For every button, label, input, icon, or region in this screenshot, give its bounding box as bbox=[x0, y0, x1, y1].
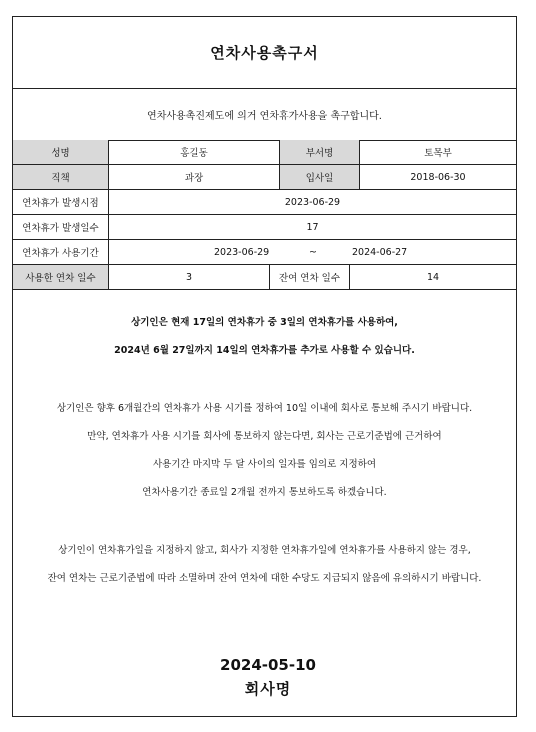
leave-days-value: 17 bbox=[108, 215, 516, 239]
table-row bbox=[13, 265, 516, 290]
position-label: 직책 bbox=[13, 165, 108, 189]
intro-text: 연차사용촉진제도에 의거 연차휴가사용을 촉구합니다. bbox=[13, 88, 516, 141]
name-label: 성명 bbox=[13, 140, 108, 164]
table-row bbox=[13, 140, 516, 165]
paragraph1-line1: 상기인은 현재 17일의 연차휴가 중 3일의 연차휴가를 사용하여, bbox=[131, 317, 398, 328]
paragraph2-line1: 상기인은 향후 6개월간의 연차휴가 사용 시기를 정하여 10일 이내에 회사로 통보해 주시기 바랍니다. bbox=[56, 403, 473, 414]
table-row bbox=[13, 165, 516, 190]
leave-start-label: 연차휴가 발생시점 bbox=[22, 198, 99, 209]
position-value: 과장 bbox=[108, 165, 279, 189]
paragraph2-line2: 만약, 연차휴가 사용 시기를 회사에 통보하지 않는다면, 회사는 근로기준법에 근거하여 bbox=[87, 431, 442, 442]
table-row bbox=[13, 215, 516, 240]
leave-days-label: 연차휴가 발생일수 bbox=[22, 223, 99, 234]
table-row bbox=[13, 240, 516, 265]
name-value: 홍길동 bbox=[108, 140, 279, 164]
paragraph1-line2: 2024년 6월 27일까지 14일의 연차휴가를 추가로 사용할 수 있습니다. bbox=[114, 345, 415, 356]
leave-start-value: 2023-06-29 bbox=[108, 190, 516, 214]
period-value bbox=[108, 240, 516, 264]
dept-label: 부서명 bbox=[279, 140, 359, 164]
period-separator: ~ bbox=[309, 246, 317, 258]
issue-date: 2024-05-10 bbox=[220, 656, 316, 674]
document-frame bbox=[12, 16, 517, 717]
table-row bbox=[13, 190, 516, 215]
remaining-days-label: 잔여 연차 일수 bbox=[269, 265, 349, 289]
dept-value: 토목부 bbox=[359, 140, 516, 164]
period-from: 2023-06-29 bbox=[214, 246, 270, 258]
document-title: 연차사용촉구서 bbox=[13, 17, 516, 89]
paragraph2-line3: 사용기간 마지막 두 달 사이의 일자를 임의로 지정하여 bbox=[152, 459, 377, 470]
used-days-value: 3 bbox=[108, 265, 269, 289]
hire-date-label: 입사일 bbox=[279, 165, 359, 189]
paragraph3-line2: 잔여 연차는 근로기준법에 따라 소멸하며 잔여 연차에 대한 수당도 지급되지 않음에 유의하시기 바랍니다. bbox=[47, 573, 482, 584]
paragraph3-line1: 상기인이 연차휴가일을 지정하지 않고, 회사가 지정한 연차휴가일에 연차휴가를 사용하지 않는 경우, bbox=[58, 545, 471, 556]
hire-date-value: 2018-06-30 bbox=[359, 165, 516, 189]
info-table bbox=[13, 140, 516, 290]
period-label: 연차휴가 사용기간 bbox=[22, 248, 99, 259]
remaining-days-value: 14 bbox=[349, 265, 516, 289]
paragraph2-line4: 연차사용기간 종료일 2개월 전까지 통보하도록 하겠습니다. bbox=[142, 487, 387, 498]
used-days-label: 사용한 연차 일수 bbox=[13, 265, 108, 289]
company-name: 회사명 bbox=[244, 680, 292, 698]
period-to: 2024-06-27 bbox=[352, 246, 408, 258]
